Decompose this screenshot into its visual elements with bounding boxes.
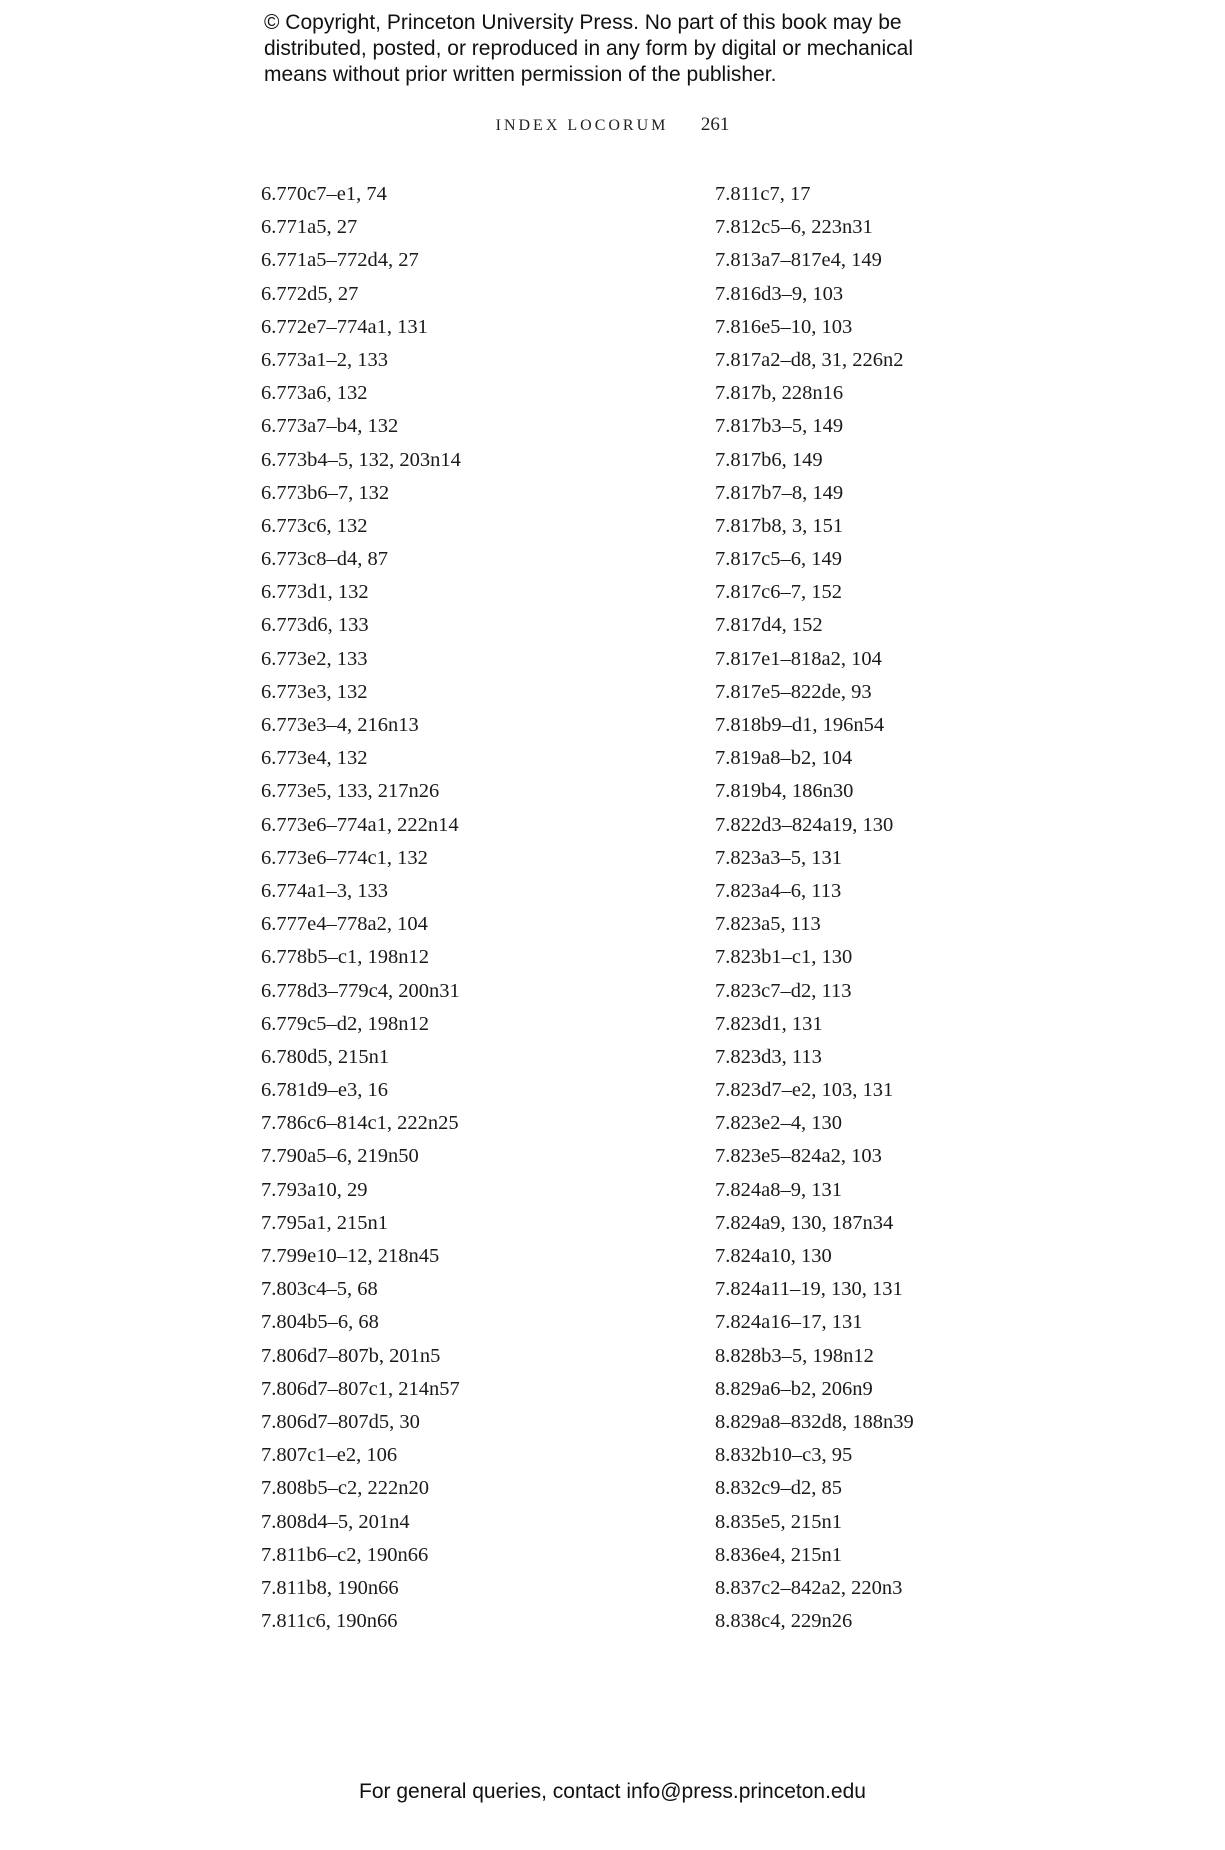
- index-entry: 6.773b6–7, 132: [261, 481, 390, 504]
- copyright-line: © Copyright, Princeton University Press. No part of this book may be: [264, 11, 902, 34]
- index-entry: 7.823d7–e2, 103, 131: [715, 1079, 894, 1102]
- index-entry: 7.806d7–807d5, 30: [261, 1410, 420, 1433]
- index-entry: 6.777e4–778a2, 104: [261, 913, 428, 936]
- index-entry: 8.835e5, 215n1: [715, 1510, 842, 1533]
- index-entry: 6.772e7–774a1, 131: [261, 315, 428, 338]
- copyright-line: distributed, posted, or reproduced in any form by digital or mechanical: [264, 37, 914, 60]
- index-entry: 6.773d1, 132: [261, 581, 369, 604]
- index-entry: 7.817b7–8, 149: [715, 481, 844, 504]
- index-entry: 6.781d9–e3, 16: [261, 1079, 388, 1102]
- index-entry: 6.773a7–b4, 132: [261, 415, 399, 438]
- index-entry: 6.774a1–3, 133: [261, 879, 388, 902]
- index-entry: 7.818b9–d1, 196n54: [715, 714, 885, 736]
- index-entry: 7.823b1–c1, 130: [715, 946, 853, 969]
- index-entry: 6.773c8–d4, 87: [261, 548, 388, 571]
- index-entry: 6.771a5, 27: [261, 216, 358, 239]
- index-entry: 7.811b6–c2, 190n66: [261, 1543, 429, 1566]
- index-entry: 8.838c4, 229n26: [715, 1610, 853, 1633]
- index-column-right: [715, 178, 1135, 1638]
- index-entry: 6.773e6–774c1, 132: [261, 846, 428, 869]
- index-entry: 6.770c7–e1, 74: [261, 183, 387, 205]
- index-entry: 6.773d6, 133: [261, 614, 369, 637]
- index-entry: 6.772d5, 27: [261, 282, 359, 305]
- index-entry: 7.823a3–5, 131: [715, 846, 842, 869]
- index-entry: 7.795a1, 215n1: [261, 1211, 388, 1234]
- index-entry: 7.823d3, 113: [715, 1045, 822, 1068]
- index-entry: 7.790a5–6, 219n50: [261, 1145, 419, 1168]
- index-column-left: [261, 178, 681, 1638]
- index-entry: 8.836e4, 215n1: [715, 1543, 842, 1566]
- index-entry: 7.808b5–c2, 222n20: [261, 1477, 429, 1500]
- index-entry: 7.817b6, 149: [715, 448, 823, 471]
- index-entry: 7.817b, 228n16: [715, 382, 844, 405]
- index-entry: 8.837c2–842a2, 220n3: [715, 1576, 903, 1599]
- copyright-notice: [264, 10, 984, 88]
- index-entry: 7.812c5–6, 223n31: [715, 216, 873, 239]
- index-entry: 7.816e5–10, 103: [715, 315, 853, 338]
- index-entry: 6.773e3, 132: [261, 680, 368, 703]
- index-entry: 7.823e5–824a2, 103: [715, 1145, 882, 1168]
- index-entry: 7.803c4–5, 68: [261, 1278, 378, 1301]
- index-entry: 7.804b5–6, 68: [261, 1311, 379, 1334]
- index-entry: 7.823c7–d2, 113: [715, 979, 852, 1002]
- index-entry: 8.832b10–c3, 95: [715, 1444, 853, 1467]
- index-entry: 7.808d4–5, 201n4: [261, 1510, 410, 1533]
- index-entry: 6.780d5, 215n1: [261, 1045, 390, 1068]
- index-entry: 7.817b8, 3, 151: [715, 514, 844, 537]
- index-entry: 7.822d3–824a19, 130: [715, 813, 894, 836]
- index-entry: 6.773b4–5, 132, 203n14: [261, 448, 461, 471]
- index-entry: 6.773a1–2, 133: [261, 348, 388, 371]
- index-entry: 7.824a8–9, 131: [715, 1178, 842, 1201]
- index-entry: 7.817e1–818a2, 104: [715, 647, 882, 670]
- index-entry: 7.823a4–6, 113: [715, 879, 842, 902]
- index-entry: 7.817c5–6, 149: [715, 548, 842, 571]
- index-entry: 6.771a5–772d4, 27: [261, 249, 419, 272]
- index-entry: 6.773e3–4, 216n13: [261, 714, 419, 736]
- index-entry: 7.816d3–9, 103: [715, 282, 844, 305]
- index-entry: 7.824a10, 130: [715, 1245, 832, 1267]
- index-entry: 8.829a8–832d8, 188n39: [715, 1410, 914, 1433]
- index-entry: 7.819b4, 186n30: [715, 780, 854, 803]
- index-entry: 7.819a8–b2, 104: [715, 747, 853, 770]
- index-entry: 7.807c1–e2, 106: [261, 1444, 398, 1467]
- index-entry: 6.773e4, 132: [261, 747, 368, 770]
- index-entry: 6.773e5, 133, 217n26: [261, 780, 440, 803]
- index-entry: 7.817b3–5, 149: [715, 415, 844, 438]
- index-entry: 7.824a9, 130, 187n34: [715, 1211, 894, 1234]
- index-entry: 7.817d4, 152: [715, 614, 823, 637]
- index-entry: 6.779c5–d2, 198n12: [261, 1012, 429, 1035]
- index-entry: 7.817a2–d8, 31, 226n2: [715, 348, 904, 371]
- index-entry: 6.773e2, 133: [261, 647, 368, 670]
- running-head: [0, 114, 1225, 136]
- index-entry: 8.832c9–d2, 85: [715, 1477, 842, 1500]
- footer-contact: For general queries, contact info@press.princeton.edu: [359, 1780, 866, 1803]
- index-entry: 7.817c6–7, 152: [715, 581, 842, 604]
- index-entry: 7.823d1, 131: [715, 1012, 823, 1035]
- index-entry: 7.824a11–19, 130, 131: [715, 1278, 903, 1301]
- index-entry: 7.817e5–822de, 93: [715, 680, 872, 703]
- index-entry: 7.811c6, 190n66: [261, 1610, 398, 1633]
- index-entry: 6.773e6–774a1, 222n14: [261, 813, 459, 836]
- index-entry: 7.813a7–817e4, 149: [715, 249, 882, 272]
- copyright-line: means without prior written permission of the publisher.: [264, 63, 777, 86]
- index-entry: 8.828b3–5, 198n12: [715, 1344, 874, 1367]
- index-entry: 7.823e2–4, 130: [715, 1112, 842, 1135]
- index-entry: 7.806d7–807c1, 214n57: [261, 1377, 460, 1400]
- index-entry: 7.806d7–807b, 201n5: [261, 1344, 441, 1367]
- index-entry: 8.829a6–b2, 206n9: [715, 1377, 873, 1400]
- index-entry: 6.773c6, 132: [261, 514, 368, 537]
- running-head-title: INDEX LOCORUM: [495, 117, 669, 134]
- index-entry: 7.823a5, 113: [715, 913, 821, 936]
- page-number: 261: [700, 114, 730, 135]
- index-entry: 7.786c6–814c1, 222n25: [261, 1112, 459, 1135]
- index-entry: 7.811b8, 190n66: [261, 1576, 399, 1599]
- index-entry: 7.799e10–12, 218n45: [261, 1245, 440, 1267]
- index-entry: 6.778b5–c1, 198n12: [261, 946, 429, 969]
- index-entry: 7.824a16–17, 131: [715, 1311, 863, 1334]
- index-entry: 7.793a10, 29: [261, 1178, 368, 1201]
- index-entry: 7.811c7, 17: [715, 183, 811, 205]
- index-entry: 6.773a6, 132: [261, 382, 368, 405]
- index-entry: 6.778d3–779c4, 200n31: [261, 979, 460, 1002]
